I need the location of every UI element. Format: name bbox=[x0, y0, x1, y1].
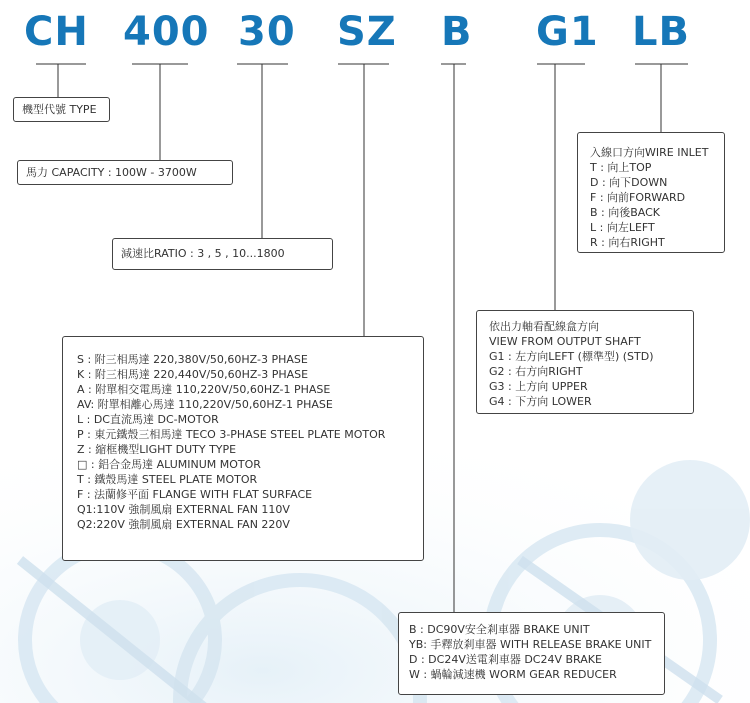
brake-option-b: B : DC90V安全剎車器 BRAKE UNIT bbox=[409, 623, 590, 636]
inlet-heading: 入線口方向WIRE INLET bbox=[590, 146, 709, 159]
shaft-option-g3: G3 : 上方向 UPPER bbox=[489, 380, 588, 393]
code-ch: CH bbox=[24, 9, 89, 55]
shaft-direction-box bbox=[476, 310, 694, 414]
shaft-subheading: VIEW FROM OUTPUT SHAFT bbox=[489, 335, 641, 348]
shaft-heading: 依出力軸看配線盒方向 bbox=[489, 320, 599, 333]
code-400: 400 bbox=[123, 9, 210, 55]
motor-options-box bbox=[62, 336, 424, 561]
code-sz: SZ bbox=[337, 9, 397, 55]
code-b: B bbox=[441, 9, 473, 55]
motor-option-q1: Q1:110V 強制風扇 EXTERNAL FAN 110V bbox=[77, 503, 290, 516]
ratio-box: 減速比RATIO : 3 , 5 , 10...1800 bbox=[112, 238, 333, 270]
inlet-option-f: F : 向前FORWARD bbox=[590, 191, 686, 204]
motor-option-aluminum: □ : 鋁合金馬達 ALUMINUM MOTOR bbox=[77, 458, 261, 471]
motor-option-q2: Q2:220V 強制風扇 EXTERNAL FAN 220V bbox=[77, 518, 290, 531]
code-30: 30 bbox=[238, 9, 296, 55]
shaft-option-g2: G2 : 右方向RIGHT bbox=[489, 365, 583, 378]
motor-option-t: T : 鐵殼馬達 STEEL PLATE MOTOR bbox=[77, 473, 258, 486]
motor-option-av: AV: 附單相離心馬達 110,220V/50,60HZ-1 PHASE bbox=[77, 398, 333, 411]
inlet-option-t: T : 向上TOP bbox=[590, 161, 652, 174]
wire-inlet-box bbox=[577, 132, 725, 253]
brake-options-box bbox=[398, 612, 665, 695]
motor-option-p: P : 東元鐵殼三相馬達 TECO 3-PHASE STEEL PLATE MOTOR bbox=[77, 428, 386, 441]
motor-option-a: A : 附單相交電馬達 110,220V/50,60HZ-1 PHASE bbox=[77, 383, 331, 396]
capacity-box: 馬力 CAPACITY : 100W - 3700W bbox=[17, 160, 233, 185]
brake-option-w: W : 蝸輪減速機 WORM GEAR REDUCER bbox=[409, 668, 617, 681]
inlet-option-b: B : 向後BACK bbox=[590, 206, 661, 219]
brake-option-d: D : DC24V送電剎車器 DC24V BRAKE bbox=[409, 653, 602, 666]
code-g1: G1 bbox=[536, 9, 599, 55]
shaft-option-g1: G1 : 左方向LEFT (標準型) (STD) bbox=[489, 350, 654, 363]
type-box: 機型代號 TYPE bbox=[13, 97, 110, 122]
motor-option-l: L : DC直流馬達 DC-MOTOR bbox=[77, 413, 219, 426]
shaft-option-g4: G4 : 下方向 LOWER bbox=[489, 395, 592, 408]
code-lb: LB bbox=[632, 9, 690, 55]
inlet-option-d: D : 向下DOWN bbox=[590, 176, 668, 189]
motor-option-f: F : 法蘭修平面 FLANGE WITH FLAT SURFACE bbox=[77, 488, 313, 501]
inlet-option-r: R : 向右RIGHT bbox=[590, 236, 665, 249]
motor-option-z: Z : 縮框機型LIGHT DUTY TYPE bbox=[77, 443, 237, 456]
motor-option-s: S : 附三相馬達 220,380V/50,60HZ-3 PHASE bbox=[77, 353, 308, 366]
motor-option-k: K : 附三相馬達 220,440V/50,60HZ-3 PHASE bbox=[77, 368, 309, 381]
inlet-option-l: L : 向左LEFT bbox=[590, 221, 655, 234]
brake-option-yb: YB: 手釋放剎車器 WITH RELEASE BRAKE UNIT bbox=[409, 638, 652, 651]
